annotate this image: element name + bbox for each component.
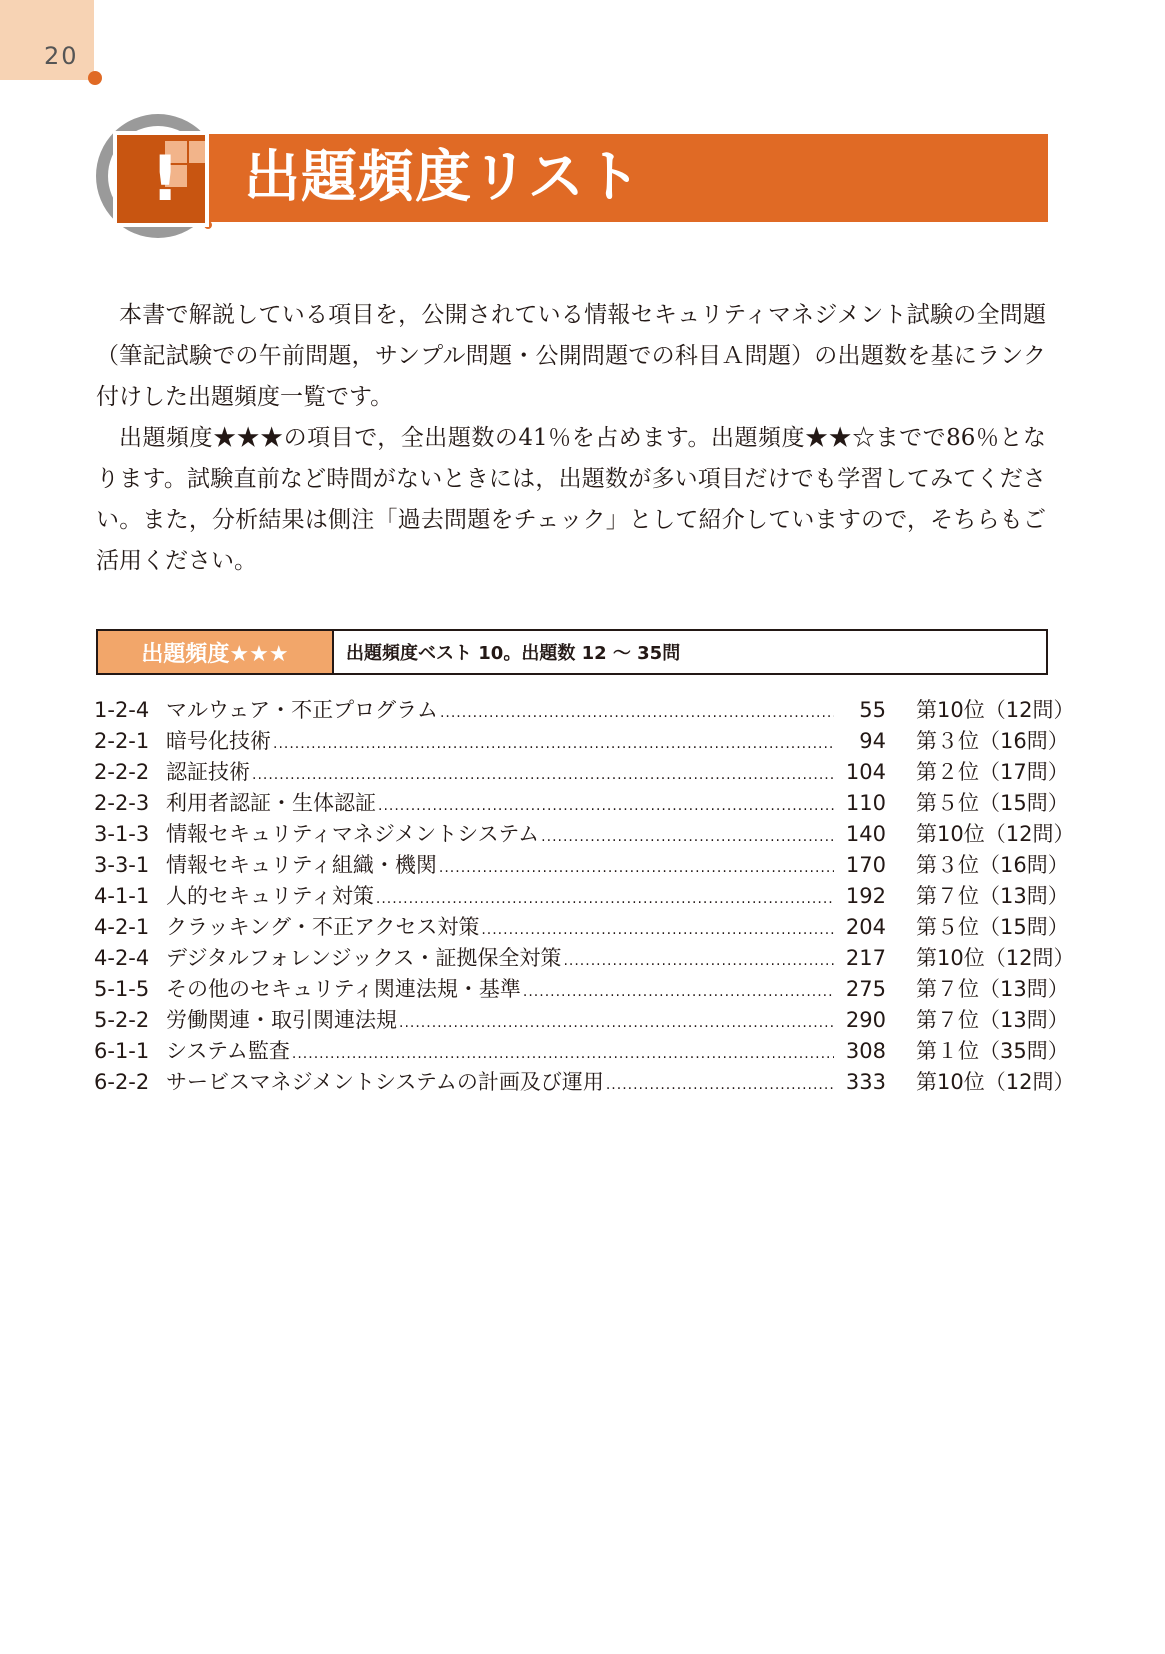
item-number: 2-2-1 xyxy=(94,729,150,753)
item-page: 275 xyxy=(845,977,886,1001)
item-rank: 第５位（15問） xyxy=(916,915,1069,939)
list-item xyxy=(94,1036,1069,1067)
item-page: 217 xyxy=(845,946,886,970)
list-item xyxy=(94,819,1075,850)
item-page: 110 xyxy=(845,791,886,815)
item-number: 5-2-2 xyxy=(94,1008,150,1032)
item-number: 3-1-3 xyxy=(94,822,150,846)
item-rank: 第10位（12問） xyxy=(916,698,1075,722)
list-item xyxy=(94,726,1069,757)
list-item xyxy=(94,757,1069,788)
dot-leader xyxy=(273,729,834,760)
item-number: 6-1-1 xyxy=(94,1039,150,1063)
item-number: 6-2-2 xyxy=(94,1070,150,1094)
item-rank: 第10位（12問） xyxy=(916,822,1075,846)
item-topic: 情報セキュリティ組織・機関 xyxy=(166,853,437,877)
item-topic: 利用者認証・生体認証 xyxy=(166,791,376,815)
list-item xyxy=(94,881,1069,912)
item-page: 308 xyxy=(845,1039,886,1063)
dot-leader xyxy=(541,822,834,853)
dot-leader xyxy=(376,884,834,915)
item-rank: 第１位（35問） xyxy=(916,1039,1069,1063)
item-number: 4-1-1 xyxy=(94,884,150,908)
intro-text xyxy=(96,295,1046,582)
list-item xyxy=(94,974,1069,1005)
list-item xyxy=(94,695,1075,726)
item-number: 1-2-4 xyxy=(94,698,150,722)
frequency-list xyxy=(94,695,1075,1098)
rank-label: 出題頻度★★★ xyxy=(98,631,334,673)
item-topic: システム監査 xyxy=(166,1039,290,1063)
item-page: 170 xyxy=(845,853,886,877)
item-number: 2-2-3 xyxy=(94,791,150,815)
item-rank: 第７位（13問） xyxy=(916,1008,1069,1032)
item-topic: デジタルフォレンジックス・証拠保全対策 xyxy=(166,946,562,970)
item-topic: クラッキング・不正アクセス対策 xyxy=(166,915,480,939)
item-page: 333 xyxy=(845,1070,886,1094)
item-topic: その他のセキュリティ関連法規・基準 xyxy=(166,977,521,1001)
rank-section-header xyxy=(96,629,1048,675)
item-page: 94 xyxy=(859,729,886,753)
item-topic: 人的セキュリティ対策 xyxy=(166,884,374,908)
item-topic: 暗号化技術 xyxy=(166,729,271,753)
dot-leader xyxy=(481,915,834,946)
page-title: 出題頻度リスト xyxy=(244,145,642,210)
dot-leader xyxy=(292,1039,834,1070)
list-item xyxy=(94,1005,1069,1036)
item-page: 104 xyxy=(845,760,886,784)
dot-leader xyxy=(606,1070,834,1101)
dot-leader xyxy=(563,946,834,977)
item-number: 4-2-4 xyxy=(94,946,150,970)
item-topic: 労働関連・取引関連法規 xyxy=(166,1008,397,1032)
rank-description: 出題頻度ベスト 10。出題数 12 〜 35問 xyxy=(346,643,681,664)
item-rank: 第３位（16問） xyxy=(916,729,1069,753)
item-page: 55 xyxy=(859,698,886,722)
list-item xyxy=(94,788,1069,819)
item-rank: 第５位（15問） xyxy=(916,791,1069,815)
dot-leader xyxy=(440,698,834,729)
item-page: 192 xyxy=(845,884,886,908)
item-topic: サービスマネジメントシステムの計画及び運用 xyxy=(166,1070,604,1094)
item-page: 204 xyxy=(845,915,886,939)
page-number: 20 xyxy=(44,42,79,70)
list-item xyxy=(94,1067,1075,1098)
item-rank: 第10位（12問） xyxy=(916,1070,1075,1094)
list-item xyxy=(94,912,1069,943)
item-rank: 第７位（13問） xyxy=(916,884,1069,908)
item-number: 3-3-1 xyxy=(94,853,150,877)
item-number: 2-2-2 xyxy=(94,760,150,784)
intro-paragraph: 本書で解説している項目を，公開されている情報セキュリティマネジメント試験の全問題（筆記試験での午前問題，サンプル問題・公開問題での科目Ａ問題）の出題数を基にランク付けした出題頻度一覧です。 xyxy=(96,302,1046,410)
dot-leader xyxy=(523,977,834,1008)
item-topic: マルウェア・不正プログラム xyxy=(166,698,438,722)
page-dot-decoration xyxy=(88,71,102,85)
exclamation-icon: ! xyxy=(113,131,209,227)
dot-leader xyxy=(399,1008,834,1039)
dot-leader xyxy=(252,760,834,791)
item-rank: 第７位（13問） xyxy=(916,977,1069,1001)
item-topic: 認証技術 xyxy=(166,760,250,784)
item-topic: 情報セキュリティマネジメントシステム xyxy=(166,822,540,846)
item-number: 5-1-5 xyxy=(94,977,150,1001)
item-page: 290 xyxy=(845,1008,886,1032)
item-page: 140 xyxy=(845,822,886,846)
list-item xyxy=(94,850,1069,881)
intro-paragraph: 出題頻度★★★の項目で，全出題数の41％を占めます。出題頻度★★☆までで86％となります。試験直前など時間がないときには，出題数が多い項目だけでも学習してみてください。また，分析結果は側注「過去問題をチェック」として紹介していますので，そちらもご活用ください。 xyxy=(96,425,1046,574)
dot-leader xyxy=(378,791,834,822)
item-rank: 第２位（17問） xyxy=(916,760,1069,784)
item-rank: 第３位（16問） xyxy=(916,853,1069,877)
item-number: 4-2-1 xyxy=(94,915,150,939)
list-item xyxy=(94,943,1075,974)
item-rank: 第10位（12問） xyxy=(916,946,1075,970)
dot-leader xyxy=(439,853,834,884)
